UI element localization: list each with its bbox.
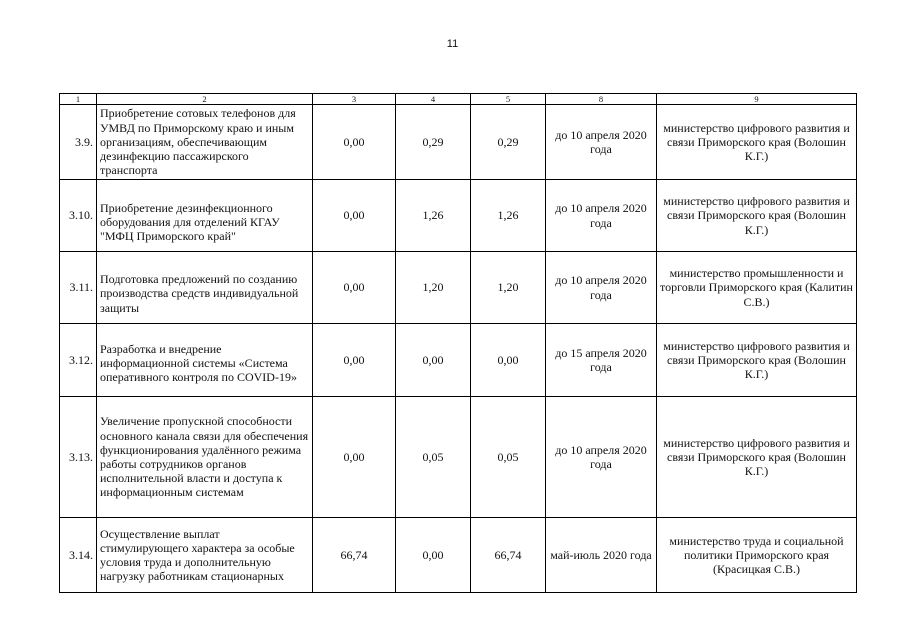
row-number: 3.13.	[60, 397, 97, 518]
deadline: май-июль 2020 года	[546, 518, 657, 593]
value-col3: 66,74	[313, 518, 396, 593]
table-row	[60, 518, 857, 593]
header-cell: 3	[313, 94, 396, 105]
responsible: министерство цифрового развития и связи Приморского края (Волошин К.Г.)	[657, 397, 857, 518]
value-col4: 0,05	[396, 397, 471, 518]
deadline: до 10 апреля 2020 года	[546, 105, 657, 180]
header-cell: 4	[396, 94, 471, 105]
page-number: 11	[446, 38, 459, 50]
responsible: министерство цифрового развития и связи Приморского края (Волошин К.Г.)	[657, 180, 857, 252]
value-col3: 0,00	[313, 252, 396, 324]
row-number: 3.12.	[60, 324, 97, 397]
value-col5: 1,26	[471, 180, 546, 252]
deadline: до 10 апреля 2020 года	[546, 180, 657, 252]
measures-table	[59, 93, 857, 593]
header-cell: 8	[546, 94, 657, 105]
responsible: министерство цифрового развития и связи Приморского края (Волошин К.Г.)	[657, 324, 857, 397]
responsible: министерство цифрового развития и связи Приморского края (Волошин К.Г.)	[657, 105, 857, 180]
table-row	[60, 252, 857, 324]
value-col3: 0,00	[313, 397, 396, 518]
measure-name: Приобретение сотовых телефонов для УМВД по Приморскому краю и иным организациям, обеспечивающим дезинфекцию пассажирского транспорта	[97, 105, 313, 180]
value-col4: 1,20	[396, 252, 471, 324]
value-col5: 0,00	[471, 324, 546, 397]
row-number: 3.10.	[60, 180, 97, 252]
row-number: 3.14.	[60, 518, 97, 593]
table-row	[60, 324, 857, 397]
measure-name: Увеличение пропускной способности основного канала связи для обеспечения функционирования удалённого режима работы сотрудников органов исполнительной власти и доступа к информационным системам	[97, 397, 313, 518]
value-col3: 0,00	[313, 105, 396, 180]
row-number: 3.11.	[60, 252, 97, 324]
header-cell: 9	[657, 94, 857, 105]
measure-name: Разработка и внедрение информационной системы «Система оперативного контроля по COVID-19»	[97, 324, 313, 397]
table-row	[60, 105, 857, 180]
value-col4: 0,29	[396, 105, 471, 180]
table-row	[60, 397, 857, 518]
value-col5: 66,74	[471, 518, 546, 593]
value-col4: 0,00	[396, 324, 471, 397]
deadline: до 15 апреля 2020 года	[546, 324, 657, 397]
row-number: 3.9.	[60, 105, 97, 180]
table-row	[60, 180, 857, 252]
value-col5: 1,20	[471, 252, 546, 324]
value-col5: 0,05	[471, 397, 546, 518]
value-col4: 1,26	[396, 180, 471, 252]
header-row	[60, 94, 857, 105]
measure-name: Подготовка предложений по созданию производства средств индивидуальной защиты	[97, 252, 313, 324]
measure-name: Осуществление выплат стимулирующего характера за особые условия труда и дополнительную нагрузку работникам стационарных	[97, 518, 313, 593]
responsible: министерство промышленности и торговли Приморского края (Калитин С.В.)	[657, 252, 857, 324]
responsible: министерство труда и социальной политики Приморского края (Красицкая С.В.)	[657, 518, 857, 593]
value-col3: 0,00	[313, 180, 396, 252]
header-cell: 2	[97, 94, 313, 105]
deadline: до 10 апреля 2020 года	[546, 397, 657, 518]
value-col4: 0,00	[396, 518, 471, 593]
measure-name: Приобретение дезинфекционного оборудования для отделений КГАУ "МФЦ Приморского край"	[97, 180, 313, 252]
value-col5: 0,29	[471, 105, 546, 180]
header-cell: 5	[471, 94, 546, 105]
deadline: до 10 апреля 2020 года	[546, 252, 657, 324]
header-cell: 1	[60, 94, 97, 105]
value-col3: 0,00	[313, 324, 396, 397]
